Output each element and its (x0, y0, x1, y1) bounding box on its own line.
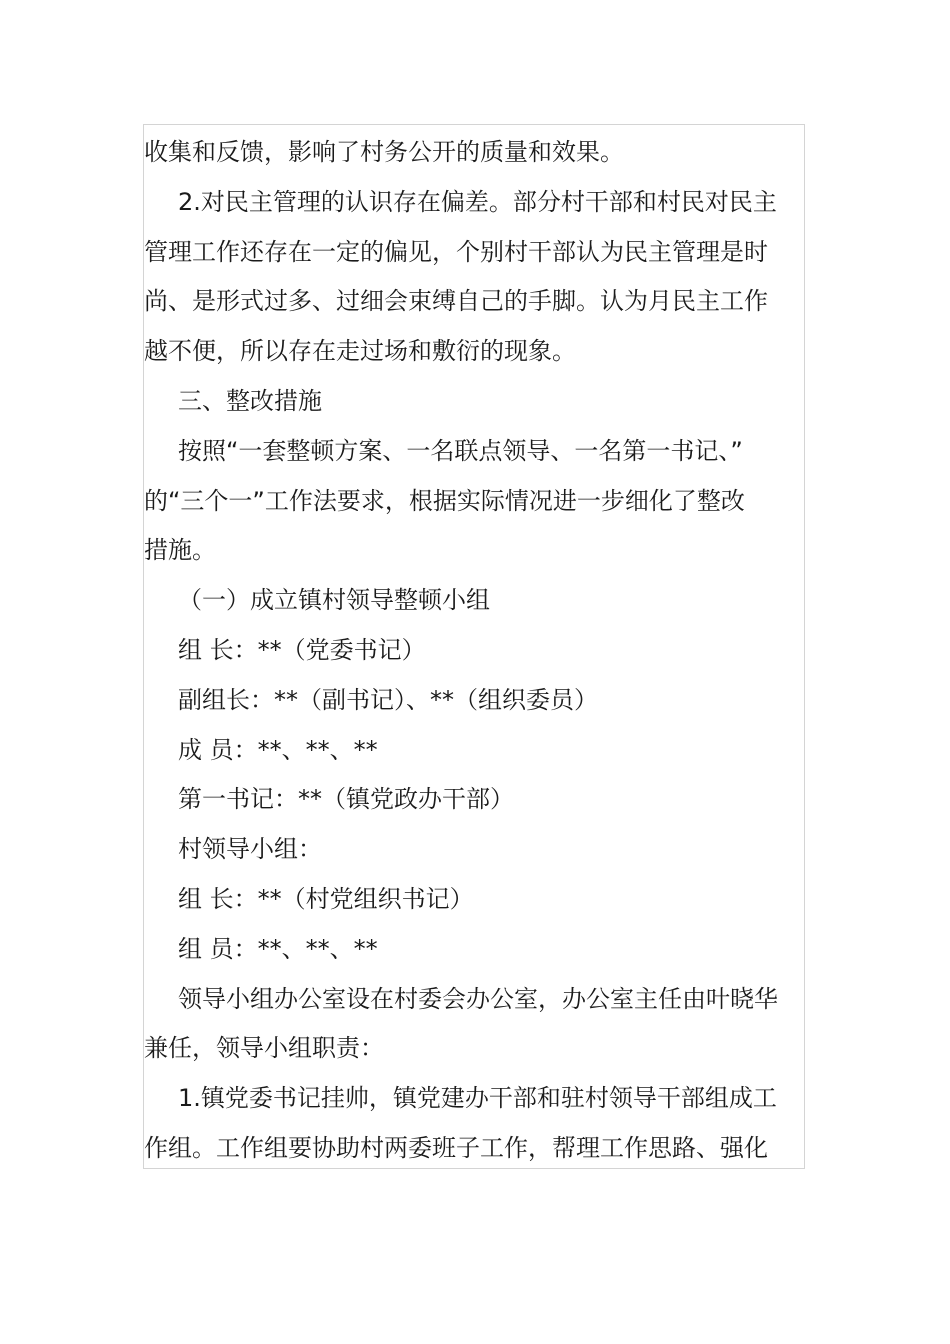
text-line-18: 领导小组办公室设在村委会办公室，办公室主任由叶晓华 (178, 984, 778, 1013)
text-line-1: 收集和反馈，影响了村务公开的质量和效果。 (144, 138, 624, 166)
text-line-20: 1.镇党委书记挂帅，镇党建办干部和驻村领导干部组成工 (178, 1084, 777, 1113)
text-line-14: 第一书记：**（镇党政办干部） (178, 785, 514, 814)
text-line-11: 组 长：**（党委书记） (178, 635, 426, 664)
text-line-16: 组 长：**（村党组织书记） (178, 884, 474, 913)
text-line-9: 措施。 (144, 536, 216, 565)
text-line-2: 2.对民主管理的认识存在偏差。部分村干部和村民对民主 (178, 187, 777, 216)
text-line-7: 按照“一套整顿方案、一名联点领导、一名第一书记、” (178, 436, 743, 465)
text-line-21: 作组。工作组要协助村两委班子工作，帮理工作思路、强化 (144, 1133, 768, 1162)
section-heading: 三、整改措施 (178, 386, 322, 415)
text-line-19: 兼任，领导小组职责： (144, 1034, 384, 1063)
text-line-12: 副组长：**（副书记）、**（组织委员） (178, 685, 598, 714)
text-line-17: 组 员：**、**、** (178, 934, 378, 963)
document-body (144, 128, 804, 1174)
text-line-5: 越不便，所以存在走过场和敷衍的现象。 (144, 337, 576, 366)
text-line-8: 的“三个一”工作法要求，根据实际情况进一步细化了整改 (144, 486, 745, 515)
text-line-4: 尚、是形式过多、过细会束缚自己的手脚。认为月民主工作 (144, 287, 768, 316)
subsection-heading: （一）成立镇村领导整顿小组 (178, 586, 490, 615)
text-line-3: 管理工作还存在一定的偏见，个别村干部认为民主管理是时 (144, 237, 768, 266)
text-line-15: 村领导小组： (178, 835, 322, 864)
text-line-13: 成 员：**、**、** (178, 735, 378, 764)
